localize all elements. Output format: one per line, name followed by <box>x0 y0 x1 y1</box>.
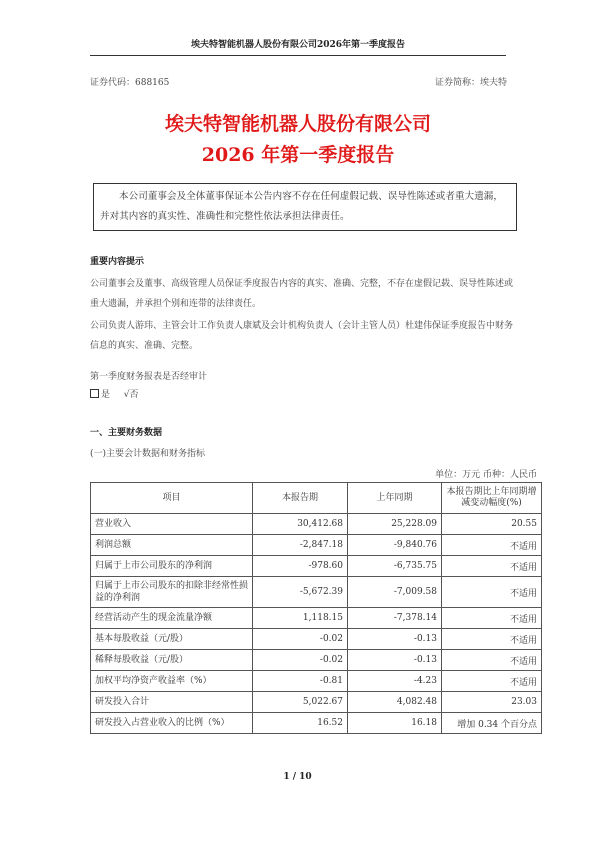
prior-period-value: -0.13 <box>348 629 442 650</box>
table-row <box>91 671 542 692</box>
table-row <box>91 556 542 577</box>
prior-period-value: 16.18 <box>348 713 442 734</box>
table-row <box>91 608 542 629</box>
row-label: 研发投入占营业收入的比例（%） <box>91 713 253 734</box>
page-number: 1 / 10 <box>283 772 312 782</box>
change-value: 不适用 <box>442 650 542 671</box>
board-notice-box <box>93 183 517 231</box>
table-row <box>91 713 542 734</box>
stock-abbreviation: 证券简称：埃夫特 <box>434 78 507 88</box>
stock-code: 证券代码：688165 <box>90 78 170 88</box>
option-no-label: √否 <box>123 390 139 400</box>
table-row <box>91 629 542 650</box>
change-value: 20.55 <box>442 514 542 535</box>
important-paragraph-2: 公司负责人游玮、主管会计工作负责人康斌及会计机构负责人（会计主管人员）杜建伟保证季度报告中财务信息的真实、准确、完整。 <box>90 321 514 351</box>
audit-options <box>90 385 518 405</box>
change-value: 不适用 <box>442 671 542 692</box>
audit-question: 第一季度财务报表是否经审计 <box>90 372 208 382</box>
current-period-value: -5,672.39 <box>253 577 348 608</box>
table-row <box>91 535 542 556</box>
prior-period-value: -4.23 <box>348 671 442 692</box>
change-value: 不适用 <box>442 535 542 556</box>
current-period-value: 5,022.67 <box>253 692 348 713</box>
table-row <box>91 577 542 608</box>
board-notice-text: 本公司董事会及全体董事保证本公告内容不存在任何虚假记载、误导性陈述或者重大遗漏，并对其内容的真实性、准确性和完整性依法承担法律责任。 <box>100 191 504 222</box>
current-period-value: 1,118.15 <box>253 608 348 629</box>
row-label: 利润总额 <box>91 535 253 556</box>
prior-period-value: -6,735.75 <box>348 556 442 577</box>
unit-currency-label: 单位：万元 币种：人民币 <box>435 470 537 480</box>
prior-period-value: -7,009.58 <box>348 577 442 608</box>
prior-period-value: -7,378.14 <box>348 608 442 629</box>
financial-data-table <box>90 482 542 734</box>
report-title-company: 埃夫特智能机器人股份有限公司 <box>164 113 431 135</box>
row-label: 归属于上市公司股东的扣除非经常性损益的净利润 <box>91 577 253 608</box>
header-rule <box>90 55 506 56</box>
change-value: 23.03 <box>442 692 542 713</box>
change-value: 增加 0.34 个百分点 <box>442 713 542 734</box>
section-1-subheading: (一)主要会计数据和财务指标 <box>90 449 206 459</box>
change-value: 不适用 <box>442 629 542 650</box>
row-label: 归属于上市公司股东的净利润 <box>91 556 253 577</box>
row-label: 经营活动产生的现金流量净额 <box>91 608 253 629</box>
row-label: 加权平均净资产收益率（%） <box>91 671 253 692</box>
row-label: 稀释每股收益（元/股） <box>91 650 253 671</box>
column-header: 上年同期 <box>348 483 442 514</box>
column-header: 本报告期 <box>253 483 348 514</box>
table-header-row <box>91 483 542 514</box>
column-header: 本报告期比上年同期增减变动幅度(%) <box>442 483 542 514</box>
table-row <box>91 514 542 535</box>
column-header: 项目 <box>91 483 253 514</box>
prior-period-value: -0.13 <box>348 650 442 671</box>
report-title-period: 2026 年第一季度报告 <box>201 144 395 166</box>
change-value: 不适用 <box>442 577 542 608</box>
table-row <box>91 692 542 713</box>
prior-period-value: -9,840.76 <box>348 535 442 556</box>
change-value: 不适用 <box>442 556 542 577</box>
current-period-value: -0.02 <box>253 629 348 650</box>
row-label: 营业收入 <box>91 514 253 535</box>
option-yes-label: 是 <box>101 390 111 400</box>
row-label: 基本每股收益（元/股） <box>91 629 253 650</box>
important-notice-heading: 重要内容提示 <box>90 257 145 267</box>
table-row <box>91 650 542 671</box>
important-paragraph-1: 公司董事会及董事、高级管理人员保证季度报告内容的真实、准确、完整，不存在虚假记载、误导性陈述或重大遗漏，并承担个别和连带的法律责任。 <box>90 279 514 309</box>
current-period-value: -978.60 <box>253 556 348 577</box>
change-value: 不适用 <box>442 608 542 629</box>
current-period-value: -0.02 <box>253 650 348 671</box>
prior-period-value: 4,082.48 <box>348 692 442 713</box>
prior-period-value: 25,228.09 <box>348 514 442 535</box>
current-period-value: -0.81 <box>253 671 348 692</box>
row-label: 研发投入合计 <box>91 692 253 713</box>
current-period-value: -2,847.18 <box>253 535 348 556</box>
current-period-value: 30,412.68 <box>253 514 348 535</box>
section-1-heading: 一、主要财务数据 <box>90 428 163 438</box>
running-header: 埃夫特智能机器人股份有限公司2026年第一季度报告 <box>190 40 406 50</box>
checkbox-yes-icon <box>90 389 99 398</box>
current-period-value: 16.52 <box>253 713 348 734</box>
